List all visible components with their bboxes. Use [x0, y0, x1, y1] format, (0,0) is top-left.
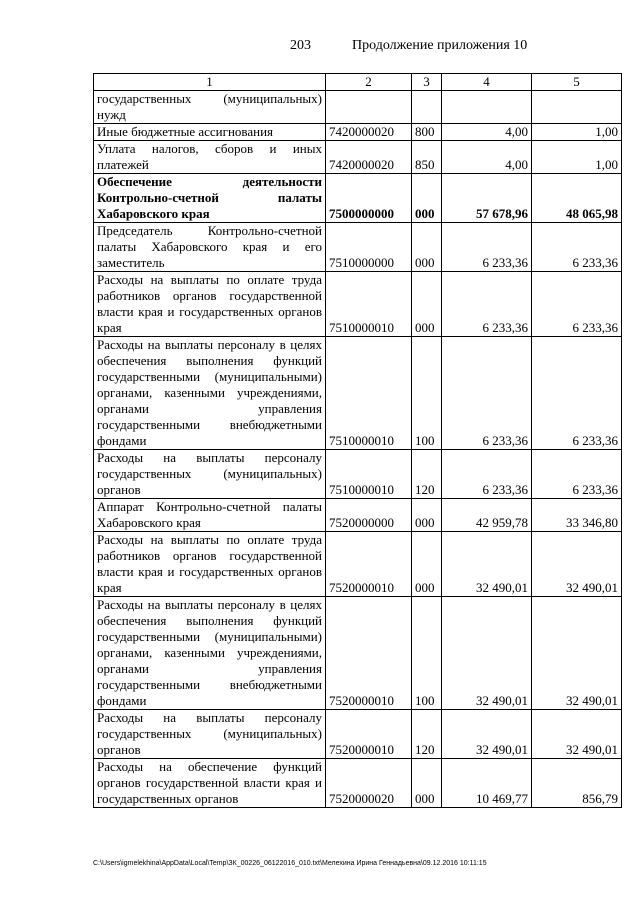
amount-year2-cell: 32 490,01 — [532, 532, 622, 597]
expense-type-cell: 000 — [412, 499, 442, 532]
amount-year2-cell: 1,00 — [532, 141, 622, 174]
expense-type-cell: 800 — [412, 124, 442, 141]
amount-year1-cell: 32 490,01 — [442, 710, 532, 759]
row-name-cell: Аппарат Контрольно-счетной палаты Хабаровского края — [94, 499, 326, 532]
row-name-cell: Обеспечение деятельности Контрольно-счетной палаты Хабаровского края — [94, 174, 326, 223]
target-code-cell — [326, 91, 412, 124]
expense-type-cell: 850 — [412, 141, 442, 174]
row-name-cell: Уплата налогов, сборов и иных платежей — [94, 141, 326, 174]
amount-year2-cell: 6 233,36 — [532, 337, 622, 450]
amount-year2-cell: 6 233,36 — [532, 450, 622, 499]
amount-year1-cell: 6 233,36 — [442, 337, 532, 450]
target-code-cell: 7520000010 — [326, 597, 412, 710]
target-code-cell: 7520000000 — [326, 499, 412, 532]
amount-year2-cell: 1,00 — [532, 124, 622, 141]
target-code-cell: 7420000020 — [326, 124, 412, 141]
row-name-cell: Иные бюджетные ассигнования — [94, 124, 326, 141]
row-name-cell: Расходы на выплаты персоналу государственных (муниципальных) органов — [94, 710, 326, 759]
table-row — [94, 499, 622, 532]
row-name-cell: государственных (муниципальных) нужд — [94, 91, 326, 124]
table-row — [94, 124, 622, 141]
table-row — [94, 759, 622, 808]
expense-type-cell: 000 — [412, 272, 442, 337]
amount-year1-cell: 6 233,36 — [442, 223, 532, 272]
column-header: 2 — [326, 74, 412, 91]
row-name-cell: Расходы на выплаты по оплате труда работников органов государственной власти края и государственных органов края — [94, 532, 326, 597]
expense-type-cell: 000 — [412, 759, 442, 808]
table-row — [94, 710, 622, 759]
expense-type-cell — [412, 91, 442, 124]
target-code-cell: 7420000020 — [326, 141, 412, 174]
column-header: 5 — [532, 74, 622, 91]
table-row — [94, 272, 622, 337]
expense-type-cell: 100 — [412, 597, 442, 710]
row-name-cell: Расходы на выплаты персоналу государственных (муниципальных) органов — [94, 450, 326, 499]
column-header: 4 — [442, 74, 532, 91]
column-header: 1 — [94, 74, 326, 91]
table-row — [94, 141, 622, 174]
amount-year2-cell: 33 346,80 — [532, 499, 622, 532]
amount-year1-cell: 32 490,01 — [442, 597, 532, 710]
page-number: 203 — [290, 38, 311, 53]
page-header — [0, 38, 640, 58]
target-code-cell: 7500000000 — [326, 174, 412, 223]
appendix-title: Продолжение приложения 10 — [352, 38, 528, 53]
amount-year1-cell: 57 678,96 — [442, 174, 532, 223]
expense-type-cell: 100 — [412, 337, 442, 450]
column-header-row — [94, 74, 622, 91]
amount-year1-cell: 4,00 — [442, 124, 532, 141]
target-code-cell: 7510000010 — [326, 272, 412, 337]
amount-year2-cell: 6 233,36 — [532, 223, 622, 272]
target-code-cell: 7510000000 — [326, 223, 412, 272]
amount-year2-cell — [532, 91, 622, 124]
table-row — [94, 532, 622, 597]
row-name-cell: Расходы на обеспечение функций органов государственной власти края и государственных органов — [94, 759, 326, 808]
table-row — [94, 597, 622, 710]
target-code-cell: 7520000010 — [326, 532, 412, 597]
table-row — [94, 223, 622, 272]
table-row — [94, 174, 622, 223]
expense-type-cell: 120 — [412, 450, 442, 499]
table-row — [94, 337, 622, 450]
expense-type-cell: 000 — [412, 174, 442, 223]
amount-year1-cell: 6 233,36 — [442, 272, 532, 337]
expense-type-cell: 000 — [412, 223, 442, 272]
amount-year2-cell: 856,79 — [532, 759, 622, 808]
row-name-cell: Расходы на выплаты персоналу в целях обеспечения выполнения функций государственными (муниципальными) органами, казенными учреждениями, органами управления государственными внебюджетными фондами — [94, 597, 326, 710]
row-name-cell: Председатель Контрольно-счетной палаты Хабаровского края и его заместитель — [94, 223, 326, 272]
row-name-cell: Расходы на выплаты персоналу в целях обеспечения выполнения функций государственными (муниципальными) органами, казенными учреждениями, органами управления государственными внебюджетными фондами — [94, 337, 326, 450]
amount-year1-cell: 42 959,78 — [442, 499, 532, 532]
target-code-cell: 7520000010 — [326, 710, 412, 759]
amount-year1-cell: 32 490,01 — [442, 532, 532, 597]
amount-year1-cell: 10 469,77 — [442, 759, 532, 808]
budget-table — [93, 73, 622, 808]
amount-year2-cell: 6 233,36 — [532, 272, 622, 337]
row-name-cell: Расходы на выплаты по оплате труда работников органов государственной власти края и государственных органов края — [94, 272, 326, 337]
target-code-cell: 7510000010 — [326, 450, 412, 499]
amount-year2-cell: 32 490,01 — [532, 710, 622, 759]
expense-type-cell: 120 — [412, 710, 442, 759]
table-row — [94, 91, 622, 124]
column-header: 3 — [412, 74, 442, 91]
amount-year1-cell: 4,00 — [442, 141, 532, 174]
target-code-cell: 7520000020 — [326, 759, 412, 808]
target-code-cell: 7510000010 — [326, 337, 412, 450]
amount-year2-cell: 48 065,98 — [532, 174, 622, 223]
table-row — [94, 450, 622, 499]
file-path-footer: C:\Users\igmelekhina\AppData\Local\Temp\ЗК_00226_06122016_010.txt\Мелехина Ирина Геннадьевна\09.12.2016 10:11:15 — [93, 860, 487, 867]
amount-year1-cell — [442, 91, 532, 124]
amount-year2-cell: 32 490,01 — [532, 597, 622, 710]
amount-year1-cell: 6 233,36 — [442, 450, 532, 499]
expense-type-cell: 000 — [412, 532, 442, 597]
